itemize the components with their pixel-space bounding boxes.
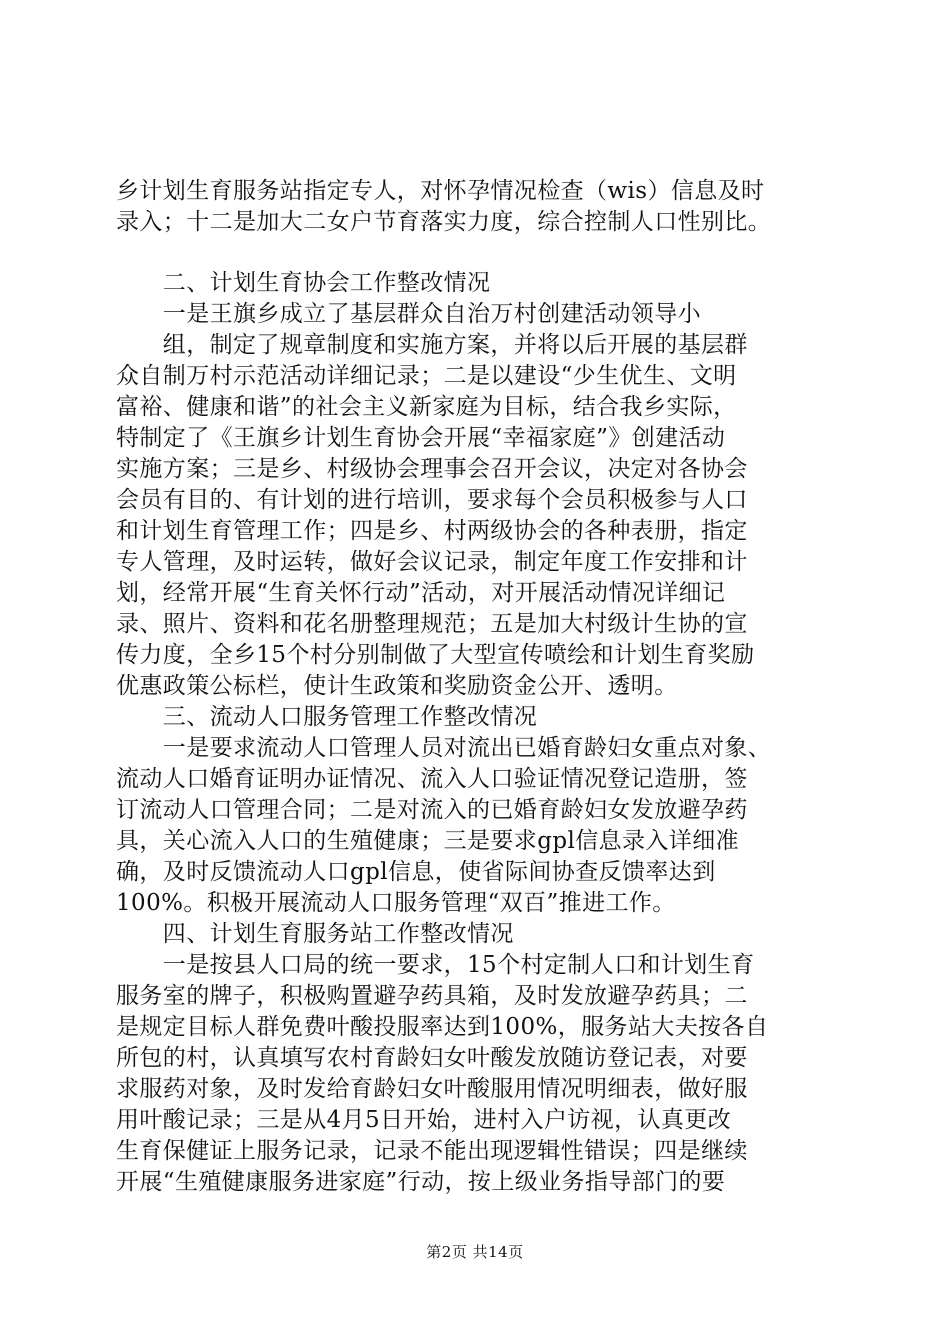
section-heading: 三、流动人口服务管理工作整改情况 xyxy=(116,704,538,730)
body-line: 会员有目的、有计划的进行培训，要求每个会员积极参与人口 xyxy=(116,487,748,513)
body-line: 乡计划生育服务站指定专人，对怀孕情况检查（wis）信息及时 xyxy=(116,178,765,204)
section-heading: 四、计划生育服务站工作整改情况 xyxy=(116,921,514,947)
section-heading: 二、计划生育协会工作整改情况 xyxy=(116,270,491,296)
body-line: 传力度，全乡15个村分别制做了大型宣传喷绘和计划生育奖励 xyxy=(116,642,755,668)
body-line: 是规定目标人群免费叶酸投服率达到100%，服务站大夫按各自 xyxy=(116,1014,769,1040)
body-line: 众自制万村示范活动详细记录；二是以建设“少生优生、文明 xyxy=(116,363,737,389)
body-line: 划，经常开展“生育关怀行动”活动，对开展活动情况详细记 xyxy=(116,580,726,606)
body-line: 求服药对象，及时发给育龄妇女叶酸服用情况明细表，做好服 xyxy=(116,1076,748,1102)
body-line: 具，关心流入人口的生殖健康；三是要求gpl信息录入详细准 xyxy=(116,828,740,854)
body-line: 优惠政策公标栏，使计生政策和奖励资金公开、透明。 xyxy=(116,673,678,699)
body-line: 实施方案；三是乡、村级协会理事会召开会议，决定对各协会 xyxy=(116,456,748,482)
body-line: 生育保健证上服务记录，记录不能出现逻辑性错误；四是继续 xyxy=(116,1138,748,1164)
body-line: 所包的村，认真填写农村育龄妇女叶酸发放随访登记表，对要 xyxy=(116,1045,748,1071)
body-line: 一是王旗乡成立了基层群众自治万村创建活动领导小 xyxy=(116,301,701,327)
body-line: 开展“生殖健康服务进家庭”行动，按上级业务指导部门的要 xyxy=(116,1169,726,1195)
body-line: 特制定了《王旗乡计划生育协会开展“幸福家庭”》创建活动 xyxy=(116,425,726,451)
body-line: 服务室的牌子，积极购置避孕药具箱，及时发放避孕药具；二 xyxy=(116,983,748,1009)
body-line: 和计划生育管理工作；四是乡、村两级协会的各种表册，指定 xyxy=(116,518,748,544)
body-line: 录入；十二是加大二女户节育落实力度，综合控制人口性别比。 xyxy=(116,209,772,235)
page-number-footer: 第2页 共14页 xyxy=(426,1243,524,1261)
body-line: 一是要求流动人口管理人员对流出已婚育龄妇女重点对象、 xyxy=(116,735,772,761)
body-line: 100%。积极开展流动人口服务管理“双百”推进工作。 xyxy=(116,890,676,916)
body-line: 专人管理，及时运转，做好会议记录，制定年度工作安排和计 xyxy=(116,549,748,575)
body-line: 录、照片、资料和花名册整理规范；五是加大村级计生协的宣 xyxy=(116,611,748,637)
body-line: 用叶酸记录；三是从4月5日开始，进村入户访视，认真更改 xyxy=(116,1107,732,1133)
body-line: 一是按县人口局的统一要求，15个村定制人口和计划生育 xyxy=(116,952,755,978)
body-line: 流动人口婚育证明办证情况、流入人口验证情况登记造册，签 xyxy=(116,766,748,792)
body-line: 订流动人口管理合同；二是对流入的已婚育龄妇女发放避孕药 xyxy=(116,797,748,823)
body-line: 富裕、健康和谐”的社会主义新家庭为目标，结合我乡实际， xyxy=(116,394,737,420)
body-line: 组，制定了规章制度和实施方案，并将以后开展的基层群 xyxy=(116,332,748,358)
body-line: 确，及时反馈流动人口gpl信息，使省际间协查反馈率达到 xyxy=(116,859,716,885)
